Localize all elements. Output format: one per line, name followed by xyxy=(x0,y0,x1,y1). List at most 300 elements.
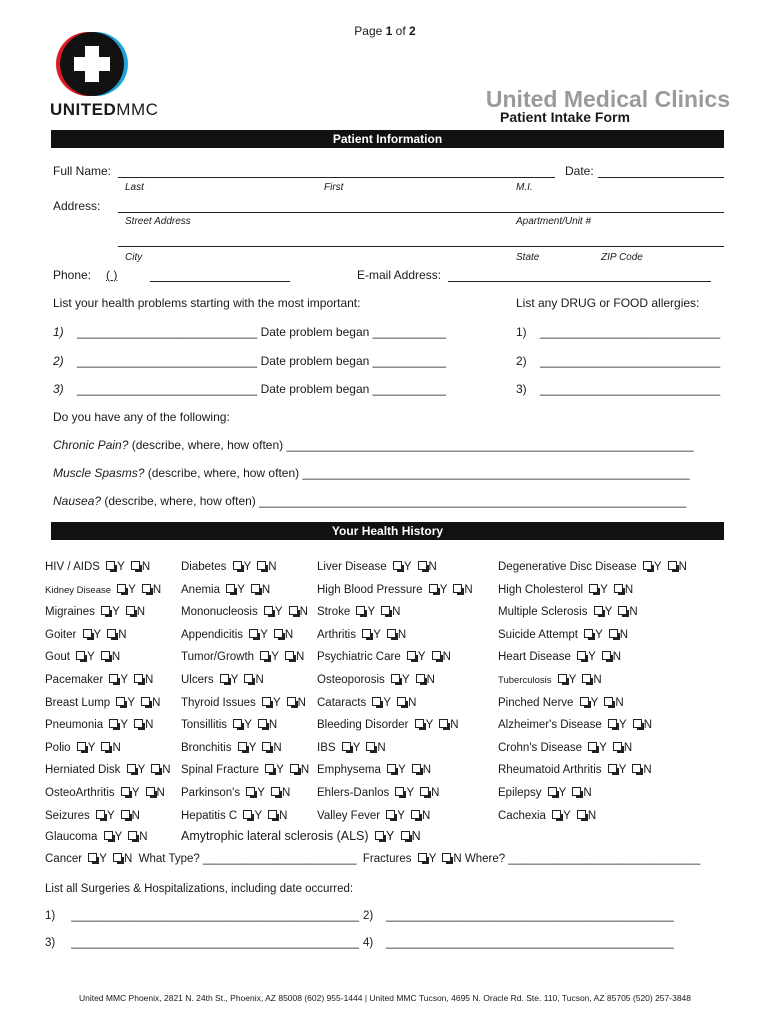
checkbox-icon[interactable] xyxy=(116,697,125,706)
yes-label: Y xyxy=(87,742,96,754)
checkbox-icon[interactable] xyxy=(127,764,136,773)
no-label: N xyxy=(421,810,431,822)
checkbox-icon[interactable] xyxy=(572,787,581,796)
yes-label: Y xyxy=(373,629,381,641)
checkbox-icon[interactable] xyxy=(632,764,641,773)
no-label: N xyxy=(629,606,638,618)
yes-label: Y xyxy=(260,629,268,641)
yes-label: Y xyxy=(600,584,608,596)
checkbox-icon[interactable] xyxy=(386,810,395,819)
checkbox-icon[interactable] xyxy=(397,697,406,706)
checkbox-icon[interactable] xyxy=(618,606,627,615)
condition-label: Liver Disease xyxy=(317,561,387,573)
history-item xyxy=(498,742,632,754)
glaucoma-item: Glaucoma Y N xyxy=(45,831,148,843)
no-label: N xyxy=(442,651,451,663)
no-label: N xyxy=(678,561,687,573)
phone-label: Phone: xyxy=(53,268,92,282)
checkbox-icon[interactable] xyxy=(141,697,150,706)
surgery-row[interactable]: 1) _____________________________________________ xyxy=(45,910,360,922)
checkbox-icon[interactable] xyxy=(121,787,130,796)
checkbox-icon[interactable] xyxy=(233,561,242,570)
no-label: N xyxy=(397,629,407,641)
history-item xyxy=(45,629,127,641)
condition-label: Suicide Attempt xyxy=(498,629,578,641)
condition-label: Osteoporosis xyxy=(317,674,385,686)
history-item xyxy=(181,651,304,663)
history-item xyxy=(498,674,602,686)
checkbox-icon[interactable] xyxy=(608,719,617,728)
checkbox-icon[interactable] xyxy=(134,719,143,728)
no-label: N xyxy=(162,764,171,776)
yes-label: Y xyxy=(274,606,283,618)
checkbox-icon[interactable] xyxy=(134,674,143,683)
history-item xyxy=(181,561,277,573)
no-label: N xyxy=(145,719,154,731)
cancer-row: Cancer Y N What Type? ________________________ Fractures Y N Where? ______________________________ xyxy=(45,853,701,865)
checkbox-icon[interactable] xyxy=(290,764,299,773)
yes-label: Y xyxy=(403,561,412,573)
email-field[interactable] xyxy=(448,281,711,282)
history-item xyxy=(498,584,633,596)
yes-label: Y xyxy=(558,787,567,799)
condition-label: Parkinson's xyxy=(181,787,241,799)
checkbox-icon[interactable] xyxy=(244,674,253,683)
no-label: N xyxy=(428,561,437,573)
condition-label: Ehlers-Danlos xyxy=(317,787,390,799)
yes-label: Y xyxy=(599,742,607,754)
condition-label: Bleeding Disorder xyxy=(317,719,409,731)
checkbox-icon[interactable] xyxy=(146,787,155,796)
phone-field[interactable] xyxy=(150,281,290,282)
checkbox-icon[interactable] xyxy=(589,584,598,593)
history-item xyxy=(181,674,264,686)
no-label: N xyxy=(279,810,288,822)
checkbox-icon[interactable] xyxy=(393,561,402,570)
checkbox-icon[interactable] xyxy=(101,651,110,660)
condition-label: Herniated Disk xyxy=(45,764,121,776)
history-item xyxy=(498,651,621,663)
condition-label: Degenerative Disc Disease xyxy=(498,561,637,573)
checkbox-icon[interactable] xyxy=(83,629,92,638)
condition-label: Diabetes xyxy=(181,561,227,573)
checkbox-icon[interactable] xyxy=(264,606,273,615)
no-label: N xyxy=(408,697,417,709)
condition-label: Alzheimer's Disease xyxy=(498,719,602,731)
checkbox-icon[interactable] xyxy=(142,584,151,593)
history-item xyxy=(317,561,437,573)
checkbox-icon[interactable] xyxy=(109,674,118,683)
surgeries-label: List all Surgeries & Hospitalizations, including date occurred: xyxy=(45,883,354,895)
checkbox-icon[interactable] xyxy=(453,584,462,593)
condition-label: Cachexia xyxy=(498,810,546,822)
chronic-pain-row[interactable]: Chronic Pain? (describe, where, how often) _____________________________________________________________ xyxy=(53,438,694,452)
surgery-row[interactable]: 2) _____________________________________________ xyxy=(363,910,674,922)
surgery-row[interactable]: 3) _____________________________________________ xyxy=(45,937,360,949)
history-item xyxy=(181,629,293,641)
yes-label: Y xyxy=(106,810,115,822)
history-item xyxy=(181,697,306,709)
checkbox-icon[interactable] xyxy=(287,697,296,706)
yes-label: Y xyxy=(128,584,136,596)
checkbox-icon[interactable] xyxy=(262,742,271,751)
last-name-caption: Last xyxy=(125,182,144,193)
history-item xyxy=(317,697,416,709)
problem-row: 1) ___________________________ Date problem began ___________ xyxy=(53,325,447,339)
checkbox-icon[interactable] xyxy=(260,651,269,660)
condition-label: Multiple Sclerosis xyxy=(498,606,588,618)
yes-label: Y xyxy=(604,606,613,618)
checkbox-icon[interactable] xyxy=(602,651,611,660)
surgery-row[interactable]: 4) _____________________________________________ xyxy=(363,937,674,949)
history-item xyxy=(317,764,431,776)
yes-label: Y xyxy=(563,810,571,822)
muscle-spasms-row[interactable]: Muscle Spasms? (describe, where, how often) __________________________________________________________ xyxy=(53,466,690,480)
problem-row: 2) ___________________________ Date problem began ___________ xyxy=(53,354,447,368)
date-field[interactable] xyxy=(598,177,724,178)
history-item xyxy=(317,651,451,663)
yes-label: Y xyxy=(398,764,406,776)
checkbox-icon[interactable] xyxy=(96,810,105,819)
checkbox-icon[interactable] xyxy=(233,719,242,728)
checkbox-icon[interactable] xyxy=(362,629,371,638)
yes-label: Y xyxy=(112,606,120,618)
checkbox-icon[interactable] xyxy=(442,853,451,862)
history-item xyxy=(181,606,308,618)
no-label: N xyxy=(422,764,432,776)
yes-label: Y xyxy=(653,561,662,573)
no-label: N xyxy=(136,606,146,618)
yes-label: Y xyxy=(367,606,375,618)
checkbox-icon[interactable] xyxy=(391,674,400,683)
yes-label: Y xyxy=(117,561,125,573)
checkbox-icon[interactable] xyxy=(668,561,677,570)
full-name-field[interactable] xyxy=(118,177,555,178)
checkbox-icon[interactable] xyxy=(274,629,283,638)
form-title: Patient Intake Form xyxy=(500,109,630,125)
checkbox-icon[interactable] xyxy=(220,674,229,683)
yes-label: Y xyxy=(439,584,448,596)
history-item xyxy=(317,742,386,754)
footer-addresses: United MMC Phoenix, 2821 N. 24th St., Phoenix, AZ 85008 (602) 955-1444 | United MMC Tucson, 4695 N. Oracle Rd. Ste. 110, Tucson, AZ 85705 (520) 257-3848 xyxy=(78,993,692,1003)
yes-label: Y xyxy=(590,697,599,709)
city-state-zip-field[interactable] xyxy=(118,246,724,247)
history-item xyxy=(45,742,121,754)
checkbox-icon[interactable] xyxy=(285,651,294,660)
yes-label: Y xyxy=(383,697,391,709)
checkbox-icon[interactable] xyxy=(412,764,421,773)
checkbox-icon[interactable] xyxy=(121,810,130,819)
condition-label: Hepatitis C xyxy=(181,810,238,822)
condition-label: Emphysema xyxy=(317,764,381,776)
checkbox-icon[interactable] xyxy=(246,787,255,796)
yes-label: Y xyxy=(417,651,426,663)
checkbox-icon[interactable] xyxy=(548,787,557,796)
yes-label: Y xyxy=(248,742,257,754)
als-item: Amytrophic lateral sclerosis (ALS) Y N xyxy=(181,829,421,843)
checkbox-icon[interactable] xyxy=(356,606,365,615)
no-label: N xyxy=(464,584,473,596)
history-item xyxy=(498,561,687,573)
no-label: N xyxy=(152,697,161,709)
checkbox-icon[interactable] xyxy=(395,787,404,796)
history-item xyxy=(45,787,165,799)
allergy-row: 3) ___________________________ xyxy=(516,382,721,396)
no-label: N xyxy=(297,697,306,709)
condition-label: Arthritis xyxy=(317,629,356,641)
yes-label: Y xyxy=(588,651,596,663)
checkbox-icon[interactable] xyxy=(101,742,110,751)
checkbox-icon[interactable] xyxy=(88,853,97,862)
condition-label: Migraines xyxy=(45,606,95,618)
no-label: N xyxy=(131,810,140,822)
condition-label: Pinched Nerve xyxy=(498,697,574,709)
condition-label: OsteoArthritis xyxy=(45,787,115,799)
checkbox-icon[interactable] xyxy=(387,629,396,638)
street-address-caption: Street Address xyxy=(125,216,191,227)
history-item xyxy=(317,787,439,799)
condition-label: Polio xyxy=(45,742,71,754)
checkbox-icon[interactable] xyxy=(580,697,589,706)
checkbox-icon[interactable] xyxy=(609,629,618,638)
logo-wordmark: UNITEDMMC xyxy=(50,100,159,119)
history-item xyxy=(498,629,628,641)
checkbox-icon[interactable] xyxy=(131,561,140,570)
checkbox-icon[interactable] xyxy=(577,810,586,819)
yes-label: Y xyxy=(271,651,279,663)
allergy-row: 1) ___________________________ xyxy=(516,325,721,339)
checkbox-icon[interactable] xyxy=(238,742,247,751)
checkbox-icon[interactable] xyxy=(432,651,441,660)
medical-cross-icon xyxy=(52,28,132,100)
condition-label: Seizures xyxy=(45,810,90,822)
yes-label: Y xyxy=(352,742,361,754)
checkbox-icon[interactable] xyxy=(106,561,115,570)
history-item xyxy=(45,697,160,709)
yes-label: Y xyxy=(93,629,101,641)
yes-label: Y xyxy=(257,787,265,799)
condition-label: Thyroid Issues xyxy=(181,697,256,709)
checkbox-icon[interactable] xyxy=(109,719,118,728)
condition-label: Mononucleosis xyxy=(181,606,258,618)
do-you-have-label: Do you have any of the following: xyxy=(53,410,230,424)
health-history-header: Your Health History xyxy=(51,522,724,540)
health-problems-label: List your health problems starting with the most important: xyxy=(53,296,361,310)
no-label: N xyxy=(281,787,291,799)
checkbox-icon[interactable] xyxy=(289,606,298,615)
state-caption: State xyxy=(516,252,540,263)
checkbox-icon[interactable] xyxy=(258,719,267,728)
no-label: N xyxy=(299,606,308,618)
page-number: Page 1 of 2 xyxy=(354,24,416,38)
checkbox-icon[interactable] xyxy=(251,584,260,593)
checkbox-icon[interactable] xyxy=(366,742,375,751)
history-item xyxy=(45,674,153,686)
checkbox-icon[interactable] xyxy=(588,742,597,751)
middle-initial-caption: M.I. xyxy=(516,182,533,193)
checkbox-icon[interactable] xyxy=(226,584,235,593)
checkbox-icon[interactable] xyxy=(411,810,420,819)
allergies-label: List any DRUG or FOOD allergies: xyxy=(516,296,700,310)
no-label: N xyxy=(587,810,597,822)
no-label: N xyxy=(295,651,305,663)
condition-label: High Cholesterol xyxy=(498,584,584,596)
condition-label: Epilepsy xyxy=(498,787,542,799)
checkbox-icon[interactable] xyxy=(614,584,623,593)
no-label: N xyxy=(273,742,282,754)
yes-label: Y xyxy=(127,697,135,709)
history-item xyxy=(45,719,153,731)
no-label: N xyxy=(156,787,165,799)
history-item xyxy=(181,787,290,799)
history-item xyxy=(181,810,287,822)
yes-label: Y xyxy=(131,787,140,799)
no-label: N xyxy=(118,629,127,641)
zip-caption: ZIP Code xyxy=(601,252,643,263)
condition-label: Bronchitis xyxy=(181,742,232,754)
checkbox-icon[interactable] xyxy=(101,606,110,615)
checkbox-icon[interactable] xyxy=(582,674,591,683)
address-label: Address: xyxy=(53,199,101,213)
history-item xyxy=(498,606,638,618)
history-item xyxy=(45,561,150,573)
checkbox-icon[interactable] xyxy=(265,764,274,773)
no-label: N xyxy=(141,561,151,573)
yes-label: Y xyxy=(237,584,245,596)
no-label: N xyxy=(612,651,622,663)
checkbox-icon[interactable] xyxy=(416,674,425,683)
no-label: N xyxy=(268,719,278,731)
checkbox-icon[interactable] xyxy=(104,831,113,840)
checkbox-icon[interactable] xyxy=(613,742,622,751)
phone-area-code[interactable]: ( ) xyxy=(106,268,118,282)
checkbox-icon[interactable] xyxy=(151,764,160,773)
checkbox-icon[interactable] xyxy=(558,674,567,683)
checkbox-icon[interactable] xyxy=(249,629,258,638)
condition-label: Rheumatoid Arthritis xyxy=(498,764,602,776)
history-item xyxy=(317,629,406,641)
checkbox-icon[interactable] xyxy=(420,787,429,796)
no-label: N xyxy=(593,674,602,686)
no-label: N xyxy=(623,742,633,754)
checkbox-icon[interactable] xyxy=(262,697,271,706)
checkbox-icon[interactable] xyxy=(77,742,86,751)
condition-label: Cataracts xyxy=(317,697,367,709)
history-item xyxy=(45,584,161,596)
checkbox-icon[interactable] xyxy=(577,651,586,660)
condition-label: Crohn's Disease xyxy=(498,742,583,754)
checkbox-icon[interactable] xyxy=(429,584,438,593)
street-address-field[interactable] xyxy=(118,212,724,213)
checkbox-icon[interactable] xyxy=(415,719,424,728)
checkbox-icon[interactable] xyxy=(418,853,427,862)
checkbox-icon[interactable] xyxy=(113,853,122,862)
nausea-row[interactable]: Nausea? (describe, where, how often) ________________________________________________________________ xyxy=(53,494,687,508)
history-item xyxy=(317,584,473,596)
no-label: N xyxy=(643,719,653,731)
no-label: N xyxy=(300,764,310,776)
checkbox-icon[interactable] xyxy=(117,584,126,593)
no-label: N xyxy=(377,742,386,754)
yes-label: Y xyxy=(272,697,281,709)
checkbox-icon[interactable] xyxy=(387,764,396,773)
no-label: N xyxy=(145,674,154,686)
checkbox-icon[interactable] xyxy=(268,810,277,819)
checkbox-icon[interactable] xyxy=(243,810,252,819)
condition-label: HIV / AIDS xyxy=(45,561,100,573)
date-label: Date: xyxy=(565,164,594,178)
history-item xyxy=(181,719,277,731)
checkbox-icon[interactable] xyxy=(271,787,280,796)
condition-label: Ulcers xyxy=(181,674,214,686)
checkbox-icon[interactable] xyxy=(342,742,351,751)
yes-label: Y xyxy=(120,674,128,686)
allergy-row: 2) ___________________________ xyxy=(516,354,721,368)
history-item xyxy=(45,810,140,822)
condition-label: Gout xyxy=(45,651,70,663)
problem-row: 3) ___________________________ Date problem began ___________ xyxy=(53,382,447,396)
condition-label: Tumor/Growth xyxy=(181,651,255,663)
no-label: N xyxy=(643,764,652,776)
checkbox-icon[interactable] xyxy=(608,764,617,773)
no-label: N xyxy=(284,629,294,641)
checkbox-icon[interactable] xyxy=(552,810,561,819)
checkbox-icon[interactable] xyxy=(126,606,135,615)
apartment-caption: Apartment/Unit # xyxy=(516,216,592,227)
full-name-label: Full Name: xyxy=(53,164,112,178)
checkbox-icon[interactable] xyxy=(643,561,652,570)
checkbox-icon[interactable] xyxy=(584,629,593,638)
yes-label: Y xyxy=(137,764,146,776)
yes-label: Y xyxy=(243,561,252,573)
condition-label: Stroke xyxy=(317,606,351,618)
checkbox-icon[interactable] xyxy=(407,651,416,660)
checkbox-icon[interactable] xyxy=(381,606,390,615)
checkbox-icon[interactable] xyxy=(107,629,116,638)
checkbox-icon[interactable] xyxy=(76,651,85,660)
checkbox-icon[interactable] xyxy=(372,697,381,706)
condition-label: Kidney Disease xyxy=(45,585,112,596)
checkbox-icon[interactable] xyxy=(439,719,448,728)
history-item xyxy=(498,719,652,731)
checkbox-icon[interactable] xyxy=(257,561,266,570)
condition-label: Appendicitis xyxy=(181,629,244,641)
condition-label: Pneumonia xyxy=(45,719,104,731)
checkbox-icon[interactable] xyxy=(633,719,642,728)
no-label: N xyxy=(152,584,162,596)
condition-label: Tuberculosis xyxy=(498,675,552,686)
history-item xyxy=(317,606,400,618)
checkbox-icon[interactable] xyxy=(418,561,427,570)
no-label: N xyxy=(619,629,629,641)
patient-information-header: Patient Information xyxy=(51,130,724,148)
yes-label: Y xyxy=(618,764,627,776)
checkbox-icon[interactable] xyxy=(128,831,137,840)
yes-label: Y xyxy=(619,719,627,731)
checkbox-icon[interactable] xyxy=(594,606,603,615)
checkbox-icon[interactable] xyxy=(401,831,410,840)
history-item xyxy=(498,697,624,709)
no-label: N xyxy=(426,674,435,686)
condition-label: High Blood Pressure xyxy=(317,584,423,596)
history-item xyxy=(498,810,596,822)
checkbox-icon[interactable] xyxy=(375,831,384,840)
condition-label: Breast Lump xyxy=(45,697,111,709)
condition-label: Valley Fever xyxy=(317,810,381,822)
no-label: N xyxy=(450,719,459,731)
history-item xyxy=(45,651,120,663)
checkbox-icon[interactable] xyxy=(604,697,613,706)
